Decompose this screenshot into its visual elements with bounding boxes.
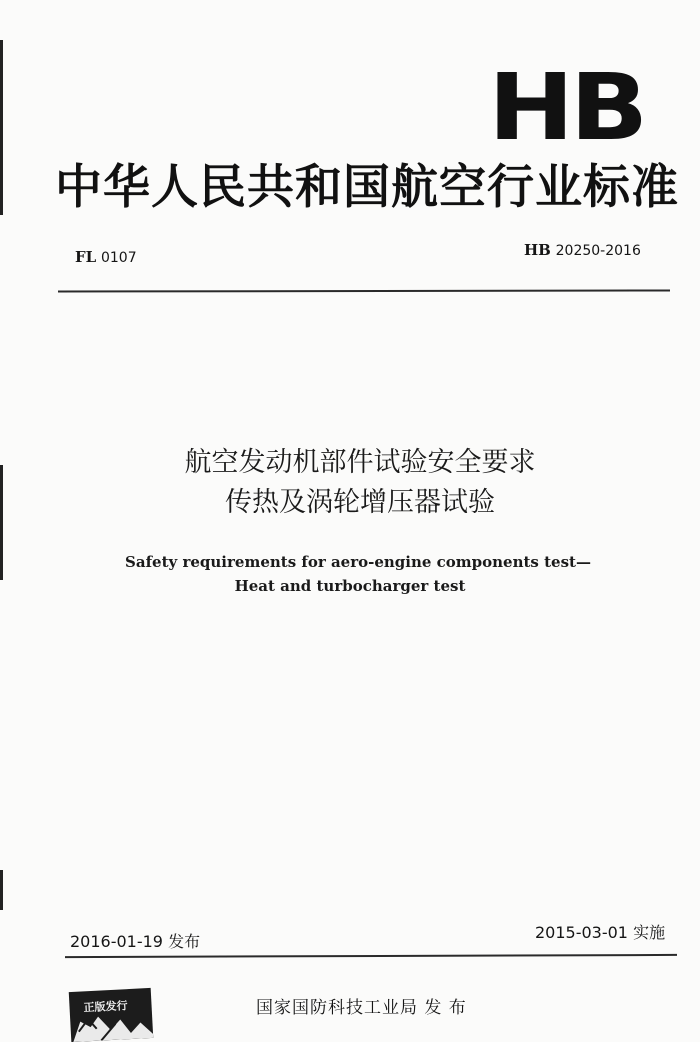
scan-edge-mark	[0, 465, 3, 580]
scan-edge-mark	[0, 40, 3, 215]
bottom-divider	[65, 954, 677, 958]
cn-title-line2: 传热及涡轮增压器试验	[225, 487, 495, 518]
standard-number	[524, 241, 641, 259]
publisher: 国家国防科技工业局 发 布	[256, 998, 467, 1018]
classification-prefix: FL	[75, 248, 97, 266]
standard-prefix: HB	[524, 241, 551, 259]
en-title-line1: Safety requirements for aero-engine components test—	[125, 553, 591, 571]
authenticity-stamp	[69, 988, 154, 1042]
stamp-text: 正版发行	[83, 999, 128, 1015]
classification-number: 0107	[100, 250, 137, 266]
en-title-line2: Heat and turbocharger test	[234, 577, 466, 595]
scan-edge-mark	[0, 870, 3, 910]
standard-title: 中华人民共和国航空行业标准	[55, 160, 679, 215]
stamp-graphic-icon	[69, 988, 154, 1042]
standard-number-value: 20250-2016	[555, 243, 641, 259]
cn-title-line1: 航空发动机部件试验安全要求	[184, 447, 536, 478]
issue-date: 2016-01-19 发布	[70, 932, 201, 951]
hb-logo: HB	[488, 54, 644, 161]
classification-code	[75, 248, 137, 266]
top-divider	[58, 289, 670, 292]
implementation-date: 2015-03-01 实施	[535, 923, 666, 942]
